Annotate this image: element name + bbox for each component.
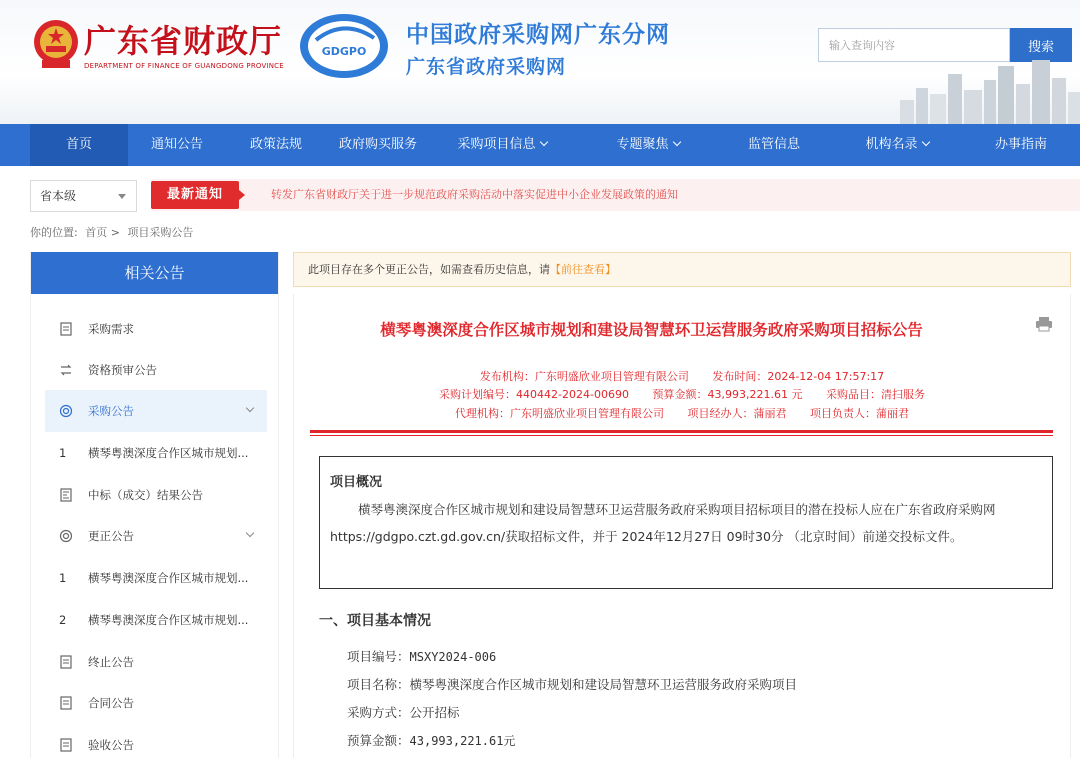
document-icon [59,655,73,669]
chevron-down-icon [539,138,547,146]
info-budget [347,731,515,749]
meta-value: 广东明盛欣业项目管理有限公司 [534,370,689,383]
latest-notice-bar [151,179,1080,211]
info-value: 横琴粤澳深度合作区城市规划和建设局智慧环卫运营服务政府采购项目 [409,677,798,692]
main-nav [0,124,1080,166]
sidebar-item-prequalification[interactable] [45,349,267,391]
overview-title: 项目概况 [330,475,383,490]
list-icon [59,488,73,502]
sidebar-item-number: 1 [59,571,67,585]
breadcrumb-home-link[interactable]: 首页 [85,226,108,239]
meta-label: 代理机构： [455,407,510,420]
meta-publisher [480,370,689,383]
nav-label: 监管信息 [747,137,800,152]
info-label: 项目名称： [347,677,410,692]
latest-notice-badge: 最新通知 [151,181,239,209]
meta-row-3 [293,405,1071,421]
chevron-down-icon [672,138,680,146]
nav-label: 首页 [65,137,92,152]
print-icon[interactable] [1035,316,1053,332]
nav-gov-services[interactable] [326,124,430,166]
dept-subtitle: DEPARTMENT OF FINANCE OF GUANGDONG PROVINCE [84,62,284,70]
meta-label: 预算金额： [652,388,708,401]
nav-directory[interactable] [826,124,968,166]
sidebar-title: 相关公告 [31,252,278,294]
meta-agency [455,407,664,420]
info-label: 预算金额： [347,733,410,748]
meta-category [826,388,925,401]
meta-budget [652,388,802,401]
meta-plan-number [439,388,629,401]
info-value: 公开招标 [409,705,460,720]
sidebar-item-label: 更正公告 [88,529,134,543]
nav-label: 办事指南 [994,137,1047,152]
nav-special-topics[interactable] [574,124,722,166]
meta-row-1 [293,368,1071,384]
section-basic-info-title: 一、项目基本情况 [319,613,431,629]
logo-text: GDGPO [321,45,367,58]
swap-icon [59,363,73,377]
meta-label: 发布机构： [479,370,535,383]
sidebar-item-correction[interactable] [45,515,267,557]
nav-notices[interactable] [128,124,226,166]
target-icon [59,529,73,543]
meta-value: 清扫服务 [880,388,925,401]
nav-home[interactable] [30,124,128,166]
meta-value: 广东明盛欣业项目管理有限公司 [510,407,664,420]
chevron-down-icon [921,138,929,146]
breadcrumb-current[interactable]: 项目采购公告 [127,226,194,239]
site-header [0,0,1080,124]
sidebar-subitem-correction-2[interactable] [45,599,267,641]
nav-label: 专题聚焦 [616,137,669,152]
info-project-number [347,647,496,665]
meta-handler [688,407,787,420]
sidebar-item-label: 合同公告 [88,696,134,710]
info-label: 采购方式： [347,705,410,720]
breadcrumb [30,224,193,240]
nav-label: 政府购买服务 [338,137,417,152]
title-divider [310,430,1053,433]
nav-policy[interactable] [226,124,326,166]
document-icon [59,738,73,752]
search-button[interactable]: 搜索 [1010,28,1072,62]
sidebar-item-label: 横琴粤澳深度合作区城市规划... [88,446,249,460]
city-skyline-icon [880,60,1080,124]
dept-title: 广东省财政厅 [84,22,283,60]
meta-value: 蒲丽君 [753,407,787,420]
sidebar-item-procurement[interactable] [45,390,267,432]
sidebar-item-label: 采购公告 [88,404,134,418]
nav-label: 通知公告 [150,137,203,152]
sidebar-item-label: 中标（成交）结果公告 [88,488,203,502]
document-icon [59,696,73,710]
meta-value: 43,993,221.61 元 [707,388,803,401]
history-view-link[interactable]: 【前往查看】 [550,263,616,276]
caret-down-icon [118,194,126,199]
sidebar-item-label: 资格预审公告 [88,363,157,377]
nav-label: 采购项目信息 [457,137,536,152]
target-icon [59,404,73,418]
overview-body: 横琴粤澳深度合作区城市规划和建设局智慧环卫运营服务政府采购项目招标项目的潜在投标人应在广东省政府采购网https://gdgpo.czt.gd.gov.cn/获取招标文件，并于 2024年12月27日 09时30分 （北京时间）前递交投标文件。 [330,502,996,544]
sidebar-item-acceptance[interactable] [45,724,267,758]
national-emblem-icon [32,18,80,70]
meta-label: 采购计划编号： [439,388,517,401]
latest-notice-link[interactable]: 转发广东省财政厅关于进一步规范政府采购活动中落实促进中小企业发展政策的通知 [271,188,678,201]
meta-value: 蒲丽君 [876,407,909,420]
info-project-name [347,675,797,693]
sidebar-item-label: 采购需求 [88,322,134,336]
history-notice-text: 此项目存在多个更正公告，如需查看历史信息，请 [308,263,550,276]
meta-manager [810,407,909,420]
search-input[interactable] [818,28,1010,62]
meta-label: 项目负责人： [810,407,876,420]
meta-publish-time [712,370,884,383]
document-title: 横琴粤澳深度合作区城市规划和建设局智慧环卫运营服务政府采购项目招标公告 [380,321,923,339]
sidebar-item-contract[interactable] [45,682,267,724]
chevron-down-icon [246,529,254,537]
nav-procurement-info[interactable] [430,124,574,166]
info-label: 项目编号： [347,649,410,664]
chevron-down-icon [246,404,254,412]
sidebar-item-award-result[interactable] [45,474,267,516]
nav-label: 机构名录 [865,137,918,152]
sidebar-item-label: 横琴粤澳深度合作区城市规划... [88,613,249,627]
meta-row-2 [293,386,1071,402]
sidebar-item-label: 验收公告 [88,738,134,752]
history-notice [293,252,1071,287]
level-select[interactable] [30,180,137,212]
meta-value: 2024-12-04 17:57:17 [767,370,885,383]
project-overview-box [319,456,1053,589]
title-divider-thin [310,435,1053,436]
sidebar-subitem-correction-1[interactable] [45,557,267,599]
breadcrumb-separator: > [110,226,120,239]
nav-guide[interactable] [968,124,1074,166]
meta-label: 项目经办人： [687,407,754,420]
nav-label: 政策法规 [249,137,302,152]
sidebar-item-label: 横琴粤澳深度合作区城市规划... [88,571,249,585]
sidebar-item-number: 2 [59,613,67,627]
info-procurement-method [347,703,460,721]
meta-label: 发布时间： [712,370,768,383]
sidebar-item-label: 终止公告 [88,655,134,669]
gdgpo-logo-icon [296,10,392,80]
site-title: 中国政府采购网广东分网 [406,22,670,48]
breadcrumb-prefix: 你的位置: [30,226,78,239]
meta-label: 采购品目： [825,388,881,401]
info-value: 43,993,221.61元 [409,734,516,748]
level-select-value: 省本级 [40,189,77,203]
sidebar-item-termination[interactable] [45,641,267,683]
site-subtitle: 广东省政府采购网 [406,56,567,78]
info-value: MSXY2024-006 [409,650,497,664]
sidebar-item-number: 1 [59,446,67,460]
sidebar-subitem-procurement-1[interactable] [45,432,267,474]
meta-value: 440442-2024-00690 [516,388,629,401]
nav-supervision[interactable] [722,124,826,166]
